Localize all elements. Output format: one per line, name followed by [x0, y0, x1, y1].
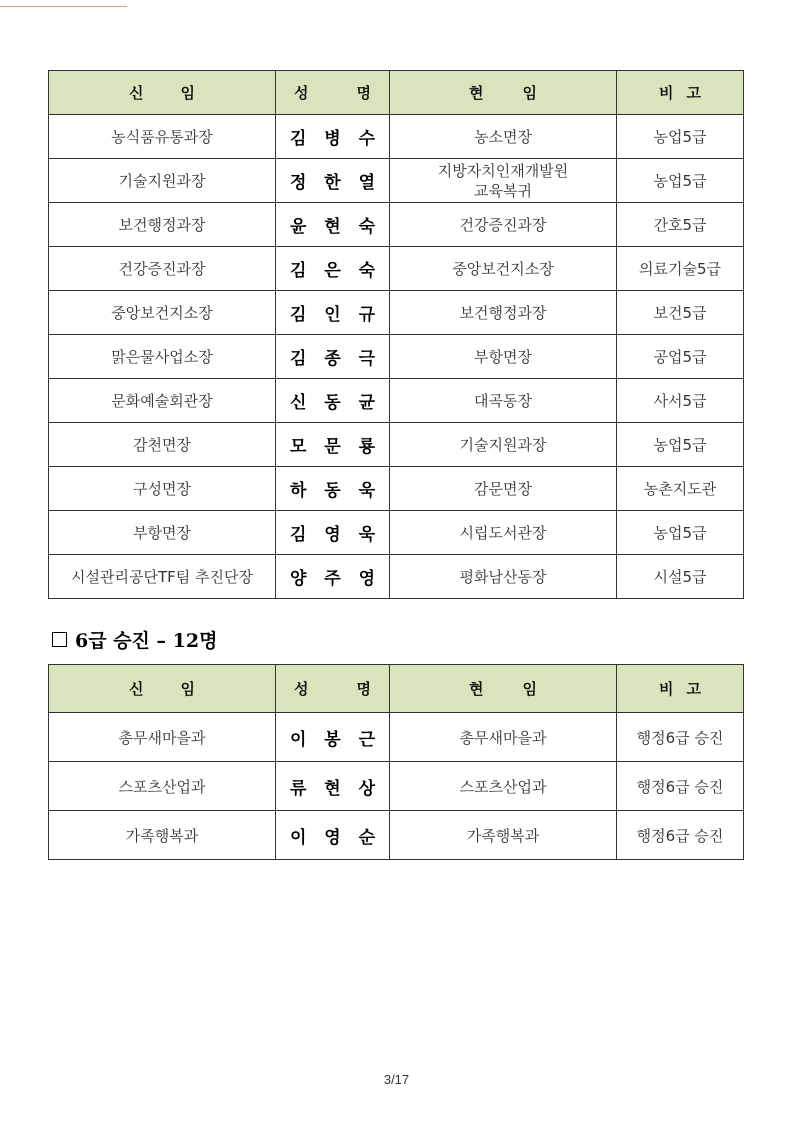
cell-current-post: 평화남산동장	[390, 555, 617, 599]
table-row	[49, 291, 744, 335]
cell-note: 의료기술5급	[617, 247, 744, 291]
cell-current-post: 총무새마을과	[390, 713, 617, 762]
cell-name: 김 인 규	[276, 291, 390, 335]
cell-new-post: 구성면장	[49, 467, 276, 511]
cell-note: 사서5급	[617, 379, 744, 423]
cell-current-post: 스포츠산업과	[390, 762, 617, 811]
cell-note: 농촌지도관	[617, 467, 744, 511]
cell-name: 윤 현 숙	[276, 203, 390, 247]
header-row	[49, 71, 744, 115]
table-row	[49, 762, 744, 811]
cell-name: 신 동 균	[276, 379, 390, 423]
table-row	[49, 467, 744, 511]
cell-new-post: 보건행정과장	[49, 203, 276, 247]
promotions-table	[48, 664, 744, 860]
cell-note: 행정6급 승진	[617, 762, 744, 811]
cell-new-post: 총무새마을과	[49, 713, 276, 762]
header-name: 성 명	[276, 71, 390, 115]
cell-new-post: 스포츠산업과	[49, 762, 276, 811]
cell-note: 농업5급	[617, 115, 744, 159]
cell-note: 보건5급	[617, 291, 744, 335]
cell-new-post: 기술지원과장	[49, 159, 276, 203]
cell-note: 시설5급	[617, 555, 744, 599]
table-row	[49, 203, 744, 247]
cell-name: 정 한 열	[276, 159, 390, 203]
cell-current-post: 가족행복과	[390, 811, 617, 860]
table-row	[49, 115, 744, 159]
table-row	[49, 555, 744, 599]
cell-name: 김 병 수	[276, 115, 390, 159]
cell-note: 행정6급 승진	[617, 713, 744, 762]
cell-note: 농업5급	[617, 423, 744, 467]
cell-current-post: 보건행정과장	[390, 291, 617, 335]
cell-name: 모 문 룡	[276, 423, 390, 467]
section-heading	[52, 626, 217, 653]
cell-name: 이 영 순	[276, 811, 390, 860]
table-row	[49, 379, 744, 423]
table-row	[49, 423, 744, 467]
header-new-post: 신 임	[49, 665, 276, 713]
table-row	[49, 159, 744, 203]
cell-new-post: 시설관리공단TF팀 추진단장	[49, 555, 276, 599]
cell-new-post: 문화예술회관장	[49, 379, 276, 423]
cell-current-post: 지방자치인재개발원 교육복귀	[390, 159, 617, 203]
cell-name: 하 동 욱	[276, 467, 390, 511]
cell-new-post: 맑은물사업소장	[49, 335, 276, 379]
top-rule	[0, 6, 127, 7]
cell-note: 공업5급	[617, 335, 744, 379]
header-current-post: 현 임	[390, 71, 617, 115]
cell-name: 김 종 극	[276, 335, 390, 379]
table-row	[49, 713, 744, 762]
cell-current-post: 감문면장	[390, 467, 617, 511]
cell-name: 양 주 영	[276, 555, 390, 599]
page-number: 3/17	[383, 1072, 410, 1087]
section-heading-text: 6급 승진 – 12명	[75, 630, 218, 652]
cell-name: 김 은 숙	[276, 247, 390, 291]
appointments-table	[48, 70, 744, 599]
cell-current-post: 시립도서관장	[390, 511, 617, 555]
cell-note: 농업5급	[617, 159, 744, 203]
cell-new-post: 중앙보건지소장	[49, 291, 276, 335]
cell-new-post: 가족행복과	[49, 811, 276, 860]
header-note: 비 고	[617, 665, 744, 713]
table-row	[49, 247, 744, 291]
cell-current-post: 부항면장	[390, 335, 617, 379]
cell-name: 김 영 욱	[276, 511, 390, 555]
header-current-post: 현 임	[390, 665, 617, 713]
table-row	[49, 811, 744, 860]
cell-new-post: 부항면장	[49, 511, 276, 555]
cell-name: 이 봉 근	[276, 713, 390, 762]
cell-note: 행정6급 승진	[617, 811, 744, 860]
header-note: 비 고	[617, 71, 744, 115]
cell-new-post: 감천면장	[49, 423, 276, 467]
cell-current-post: 농소면장	[390, 115, 617, 159]
cell-note: 농업5급	[617, 511, 744, 555]
table-row	[49, 335, 744, 379]
table-row	[49, 511, 744, 555]
cell-name: 류 현 상	[276, 762, 390, 811]
header-name: 성 명	[276, 665, 390, 713]
cell-new-post: 건강증진과장	[49, 247, 276, 291]
checkbox-icon	[52, 632, 67, 647]
cell-current-post: 중앙보건지소장	[390, 247, 617, 291]
cell-current-post: 건강증진과장	[390, 203, 617, 247]
cell-current-post: 대곡동장	[390, 379, 617, 423]
cell-note: 간호5급	[617, 203, 744, 247]
cell-current-post: 기술지원과장	[390, 423, 617, 467]
header-row	[49, 665, 744, 713]
header-new-post: 신 임	[49, 71, 276, 115]
cell-new-post: 농식품유통과장	[49, 115, 276, 159]
